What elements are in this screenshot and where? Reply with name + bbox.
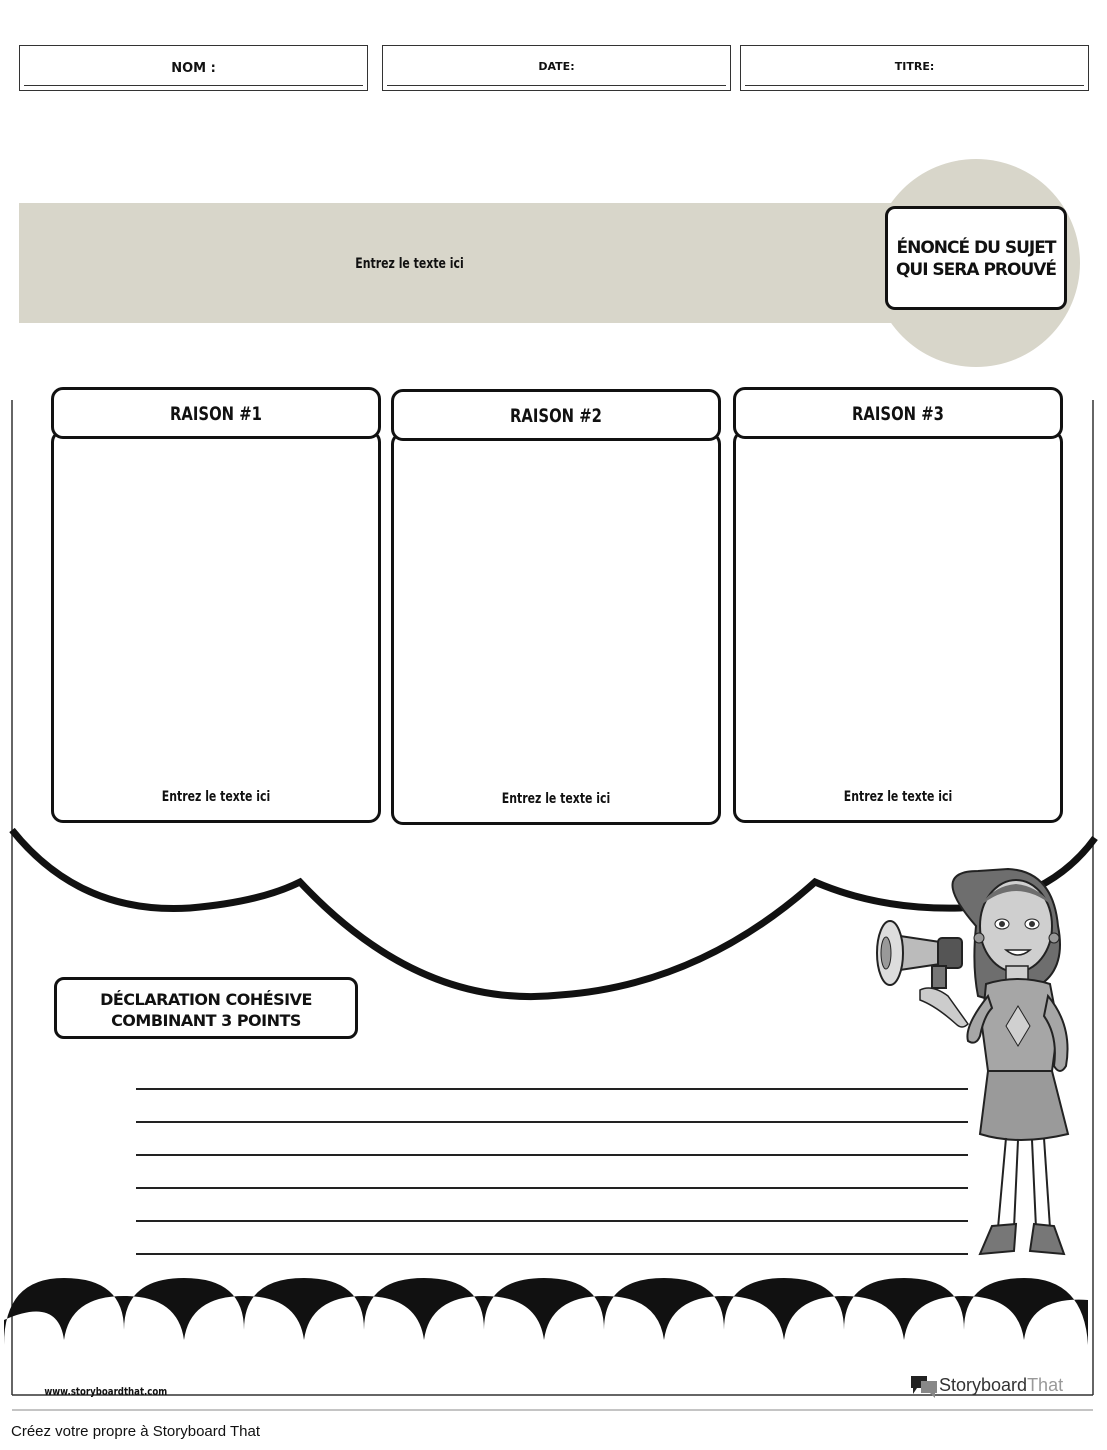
title-field[interactable]	[740, 45, 1089, 91]
date-field[interactable]	[382, 45, 731, 91]
reason-2-header	[391, 389, 721, 441]
megaphone-icon	[877, 921, 968, 1027]
statement-heading-box	[54, 977, 358, 1039]
reason-1-box[interactable]	[51, 430, 381, 823]
character-with-megaphone	[868, 866, 1078, 1261]
reason-2-heading: RAISON #2	[510, 405, 602, 427]
website-url[interactable]: www.storyboardthat.com	[44, 1385, 168, 1398]
scalloped-border	[4, 1278, 1088, 1345]
title-label: TITRE:	[894, 60, 935, 73]
date-label: DATE:	[538, 60, 575, 73]
thesis-placeholder: Entrez le texte ici	[354, 256, 464, 272]
reason-1-heading: RAISON #1	[170, 403, 262, 425]
reason-1-header	[51, 387, 381, 439]
reason-1-placeholder: Entrez le texte ici	[161, 789, 271, 805]
storyboardthat-logo-icon	[909, 1374, 939, 1398]
reason-2-box[interactable]	[391, 432, 721, 825]
statement-heading: DÉCLARATION COHÉSIVE COMBINANT 3 POINTS	[100, 990, 312, 1030]
writing-line[interactable]	[136, 1121, 968, 1123]
reason-3-box[interactable]	[733, 430, 1063, 823]
writing-line[interactable]	[136, 1253, 968, 1255]
writing-line[interactable]	[136, 1187, 968, 1189]
storyboardthat-logo[interactable]	[909, 1374, 1063, 1398]
writing-line[interactable]	[136, 1088, 968, 1090]
thesis-heading: ÉNONCÉ DU SUJET QUI SERA PROUVÉ	[895, 238, 1057, 280]
thesis-banner[interactable]	[19, 203, 899, 323]
thesis-heading-box	[885, 206, 1067, 310]
name-field[interactable]	[19, 45, 368, 91]
reason-3-heading: RAISON #3	[852, 403, 944, 425]
reason-3-placeholder: Entrez le texte ici	[843, 789, 953, 805]
footer-caption: Créez votre propre à Storyboard That	[11, 1423, 261, 1440]
reason-3-header	[733, 387, 1063, 439]
name-label: NOM :	[171, 61, 216, 76]
brand-main: Storyboard	[939, 1374, 1028, 1395]
writing-line[interactable]	[136, 1154, 968, 1156]
brand-that: That	[1027, 1374, 1064, 1395]
writing-line[interactable]	[136, 1220, 968, 1222]
reason-2-placeholder: Entrez le texte ici	[501, 791, 611, 807]
